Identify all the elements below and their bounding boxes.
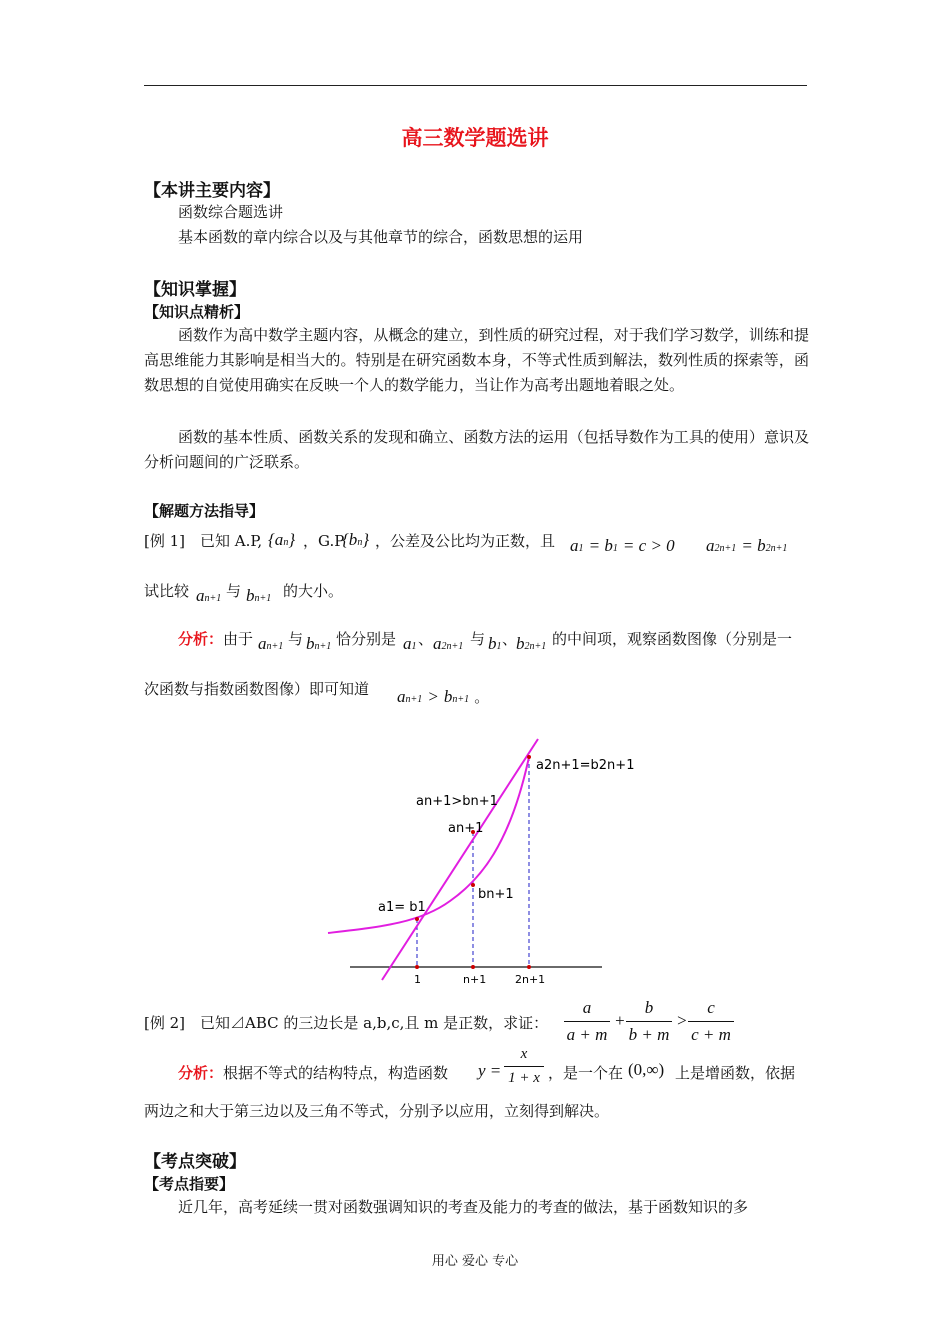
content-line-2: 基本函数的章内综合以及与其他章节的综合，函数思想的运用: [178, 228, 584, 246]
paragraph-key-points: 近几年，高考延续一贯对函数强调知识的考查及能力的考查的做法，基于函数知识的多: [178, 1198, 749, 1216]
analysis1-rest: 的中间项，观察函数图像（分别是一: [552, 630, 793, 648]
tick-label-1: 1: [414, 973, 421, 986]
condition-1: a1 = b1 = c > 0: [570, 536, 675, 555]
term-a-n1: an+1: [196, 586, 222, 605]
page-title: 高三数学题选讲: [401, 126, 549, 150]
fraction-x-over-1x: x 1 + x: [504, 1046, 544, 1087]
an-term-b2n1: b2n+1: [516, 634, 547, 653]
tick-label-n1: n+1: [463, 973, 487, 986]
condition-2: a2n+1 = b2n+1: [706, 536, 788, 555]
an-term-b-n1: bn+1: [306, 634, 332, 653]
example1-compare-text: 试比较: [144, 582, 190, 600]
label-bn1: bn+1: [478, 887, 514, 902]
label-a1-b1: a1= b1: [378, 900, 426, 915]
paragraph-1: 函数作为高中数学主题内容，从概念的建立，到性质的研究过程，对于我们学习数学，训练和提高思维能力其影响是相当大的。特别是在研究函数本身，不等式性质到解法，数列性质的探索等，函数思想的自觉使用确实在反映一个人的数学能力，当让作为高考出题地着眼之处。: [144, 326, 809, 394]
conclusion-inequality: an+1 > bn+1 。: [397, 687, 490, 706]
example1-text-2: ，G.P: [303, 532, 345, 550]
example1-size-text: 的大小。: [283, 582, 344, 600]
label-an1: an+1: [448, 821, 484, 836]
analysis1-label: 分析：由于: [178, 630, 254, 648]
analysis1-and: 与: [288, 630, 304, 648]
analysis1-sep2: 、: [502, 630, 518, 648]
paragraph-2: 函数的基本性质、函数关系的发现和确立、函数方法的运用（包括导数作为工具的使用）意识及分析问题间的广泛联系。: [144, 428, 809, 471]
function-graph: [320, 735, 640, 995]
section-heading-knowledge: 【知识掌握】: [144, 280, 246, 300]
seq-a-notation: {an}: [268, 530, 296, 549]
analysis2-text-1: 分析：根据不等式的结构特点，构造函数: [178, 1064, 449, 1082]
example1-text-3: ，公差及公比均为正数，且: [375, 532, 556, 550]
seq-b-notation: {bn}: [342, 530, 370, 549]
example2-label: [例 2]: [144, 1014, 186, 1032]
example2-text: 已知⊿ABC 的三边长是 a,b,c,且 m 是正数，求证：: [200, 1014, 549, 1032]
term-b-n1: bn+1: [246, 586, 272, 605]
tick-label-2n1: 2n+1: [515, 973, 546, 986]
analysis2-line2: 两边之和大于第三边以及三角不等式，分别予以应用，立刻得到解决。: [144, 1102, 610, 1120]
plus-sign: +: [614, 1011, 626, 1030]
subheading-method-guide: 【解题方法指导】: [144, 502, 265, 520]
an-term-b1: b1: [488, 634, 502, 653]
example1-label: [例 1]: [144, 532, 186, 550]
analysis2-text-2: ，是一个在: [548, 1064, 624, 1082]
analysis1-sep1: 、: [418, 630, 434, 648]
content-line-1: 函数综合题选讲: [178, 203, 284, 221]
y-equals: y =: [478, 1061, 502, 1080]
greater-sign: >: [676, 1011, 688, 1030]
fraction-b: b b + m: [626, 998, 672, 1045]
fraction-c: c c + m: [688, 998, 734, 1045]
an-term-a1: a1: [403, 634, 417, 653]
section-heading-breakthrough: 【考点突破】: [144, 1152, 246, 1172]
label-inequality: an+1>bn+1: [416, 794, 498, 809]
analysis2-text-3: 上是增函数，依据: [675, 1064, 796, 1082]
example1-text-1: 已知 A.P,: [200, 532, 263, 550]
an-term-a-n1: an+1: [258, 634, 284, 653]
label-top: a2n+1=b2n+1: [536, 758, 635, 773]
subheading-knowledge-points: 【知识点精析】: [144, 303, 250, 321]
example1-and-text: 与: [226, 582, 242, 600]
point-2n1: [527, 755, 531, 759]
fraction-a: a a + m: [564, 998, 610, 1045]
subheading-key-points: 【考点指要】: [144, 1175, 235, 1193]
section-heading-main-content: 【本讲主要内容】: [144, 181, 280, 201]
an-term-a2n1: a2n+1: [433, 634, 464, 653]
point-a1-b1: [415, 917, 419, 921]
top-rule: [144, 85, 807, 86]
tick-dot-1: [415, 965, 419, 969]
page-footer: 用心 爱心 专心: [431, 1254, 519, 1269]
tick-dot-n1: [471, 965, 475, 969]
point-bn1: [471, 883, 475, 887]
analysis1-respectively: 恰分别是: [336, 630, 397, 648]
linear-function-line: [382, 739, 538, 980]
analysis1-line2: 次函数与指数函数图像）即可知道: [144, 680, 370, 698]
tick-dot-2n1: [527, 965, 531, 969]
analysis1-and2: 与: [470, 630, 486, 648]
interval: (0,∞): [628, 1060, 665, 1079]
